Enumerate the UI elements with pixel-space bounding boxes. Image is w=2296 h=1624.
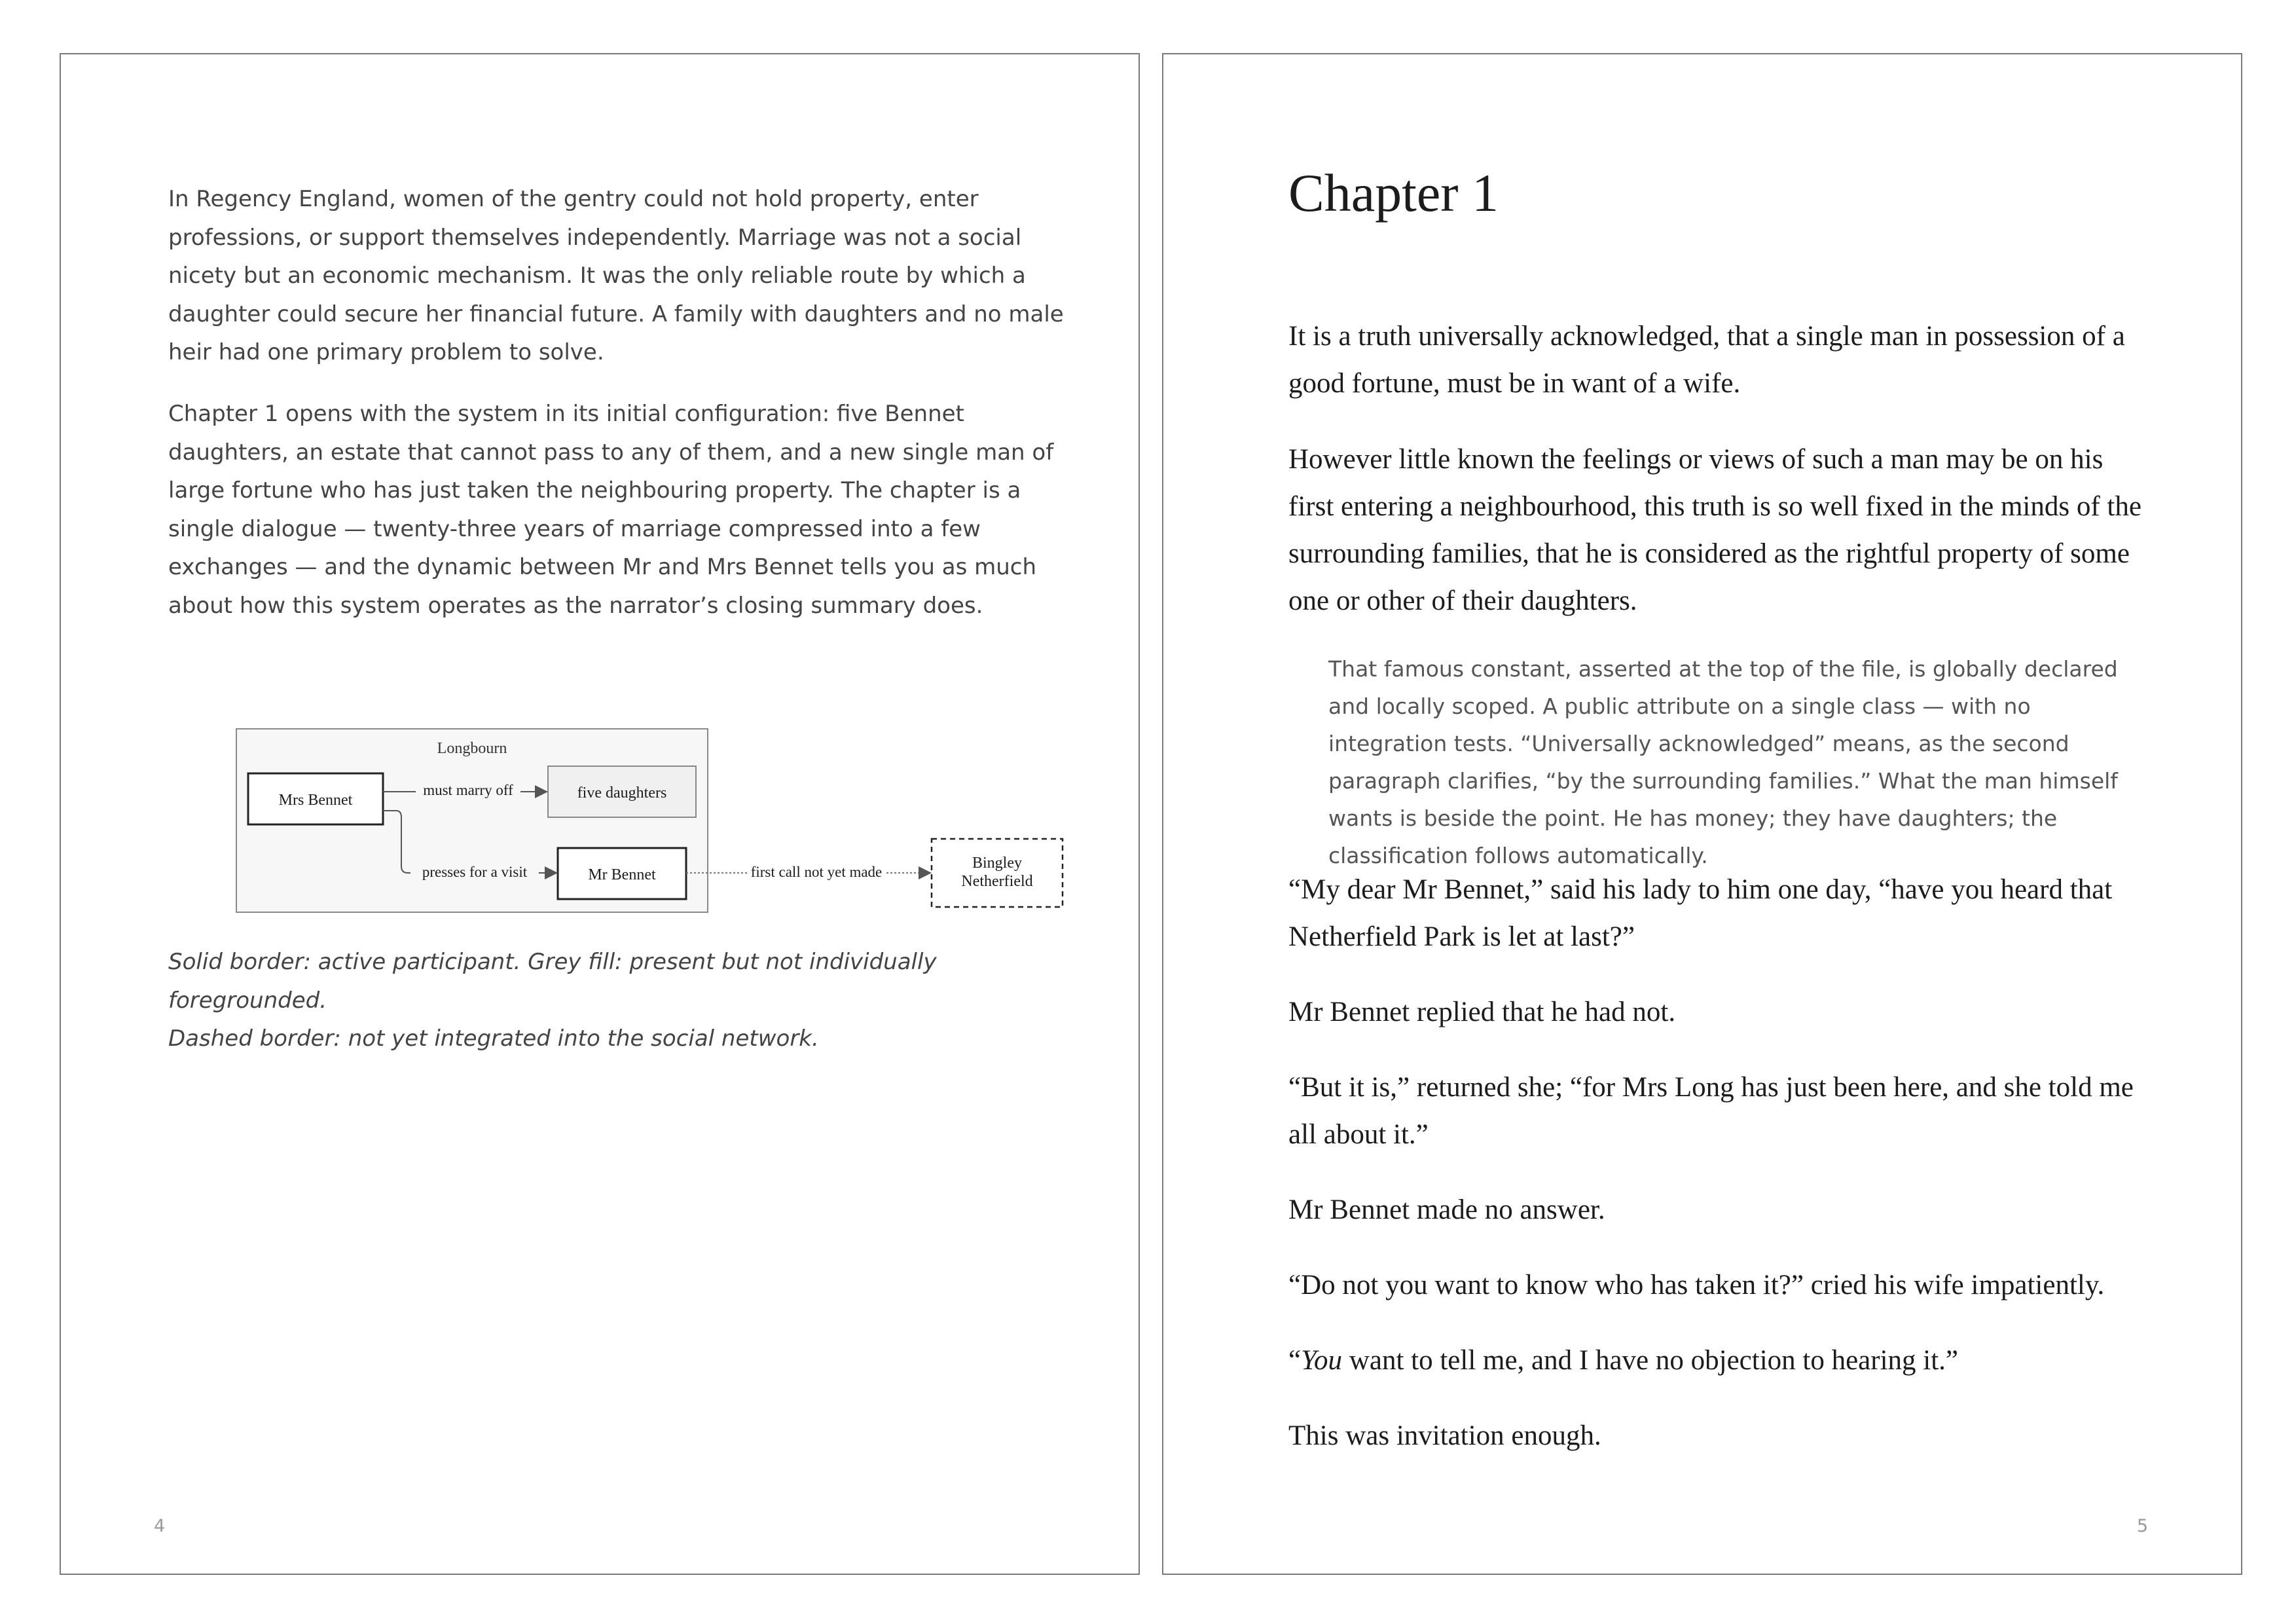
caption-line-1: Solid border: active participant. Grey fill: present but not individually foregrounded. [168, 949, 937, 1014]
right-page [1162, 53, 2242, 1575]
five-daughters-label: five daughters [577, 784, 667, 802]
paragraph-you-want [1288, 1337, 2146, 1384]
edge-label-first-call: first call not yet made [750, 864, 883, 880]
mrs-bennet-label: Mrs Bennet [278, 792, 353, 809]
diagram-caption [168, 943, 1098, 1058]
edge-label-must-marry-off: must marry off [423, 782, 513, 798]
page-number: 5 [2136, 1516, 2148, 1536]
paragraph-my-dear: “My dear Mr Bennet,” said his lady to him one day, “have you heard that Netherfield Park is let at last?” [1288, 874, 2113, 952]
paragraph-do-not-you: “Do not you want to know who has taken it?” cried his wife impatiently. [1288, 1270, 2105, 1301]
you-line-rest: want to tell me, and I have no objection to hearing it.” [1342, 1345, 1959, 1376]
bingley-label: Bingley [972, 855, 1022, 872]
chapter-title: Chapter 1 [1288, 163, 1499, 223]
paragraph-replied: Mr Bennet replied that he had not. [1288, 997, 1676, 1027]
page-number: 4 [154, 1516, 166, 1536]
paragraph-but-it-is: “But it is,” returned she; “for Mrs Long has just been here, and she told me all about it.” [1288, 1072, 2134, 1150]
longbourn-label: Longbourn [437, 740, 507, 757]
caption-line-2: Dashed border: not yet integrated into the social network. [168, 1025, 819, 1052]
paragraph-truth: It is a truth universally acknowledged, that a single man in possession of a good fortune, must be in want of a wife. [1288, 321, 2125, 399]
paragraph-neighbourhood: However little known the feelings or views of such a man may be on his first entering a neighbourhood, this truth is so well fixed in the minds of the surrounding families, that he is considered as the rightful property of some one or other of their daughters. [1288, 444, 2141, 616]
netherfield-label: Netherfield [961, 873, 1033, 890]
left-page [60, 53, 1140, 1575]
edge-label-presses-for-visit: presses for a visit [422, 864, 528, 880]
dialogue-text [1288, 866, 2146, 1460]
commentary-blockquote: That famous constant, asserted at the top of the file, is globally declared and locally scoped. A public attribute on a single class — with no integration tests. “Universally acknowledged” means, as the second paragraph clarifies, “by the surrounding families.” What the man himself wants is beside the point. He has money; they have daughters; the classification follows automatically. [1328, 656, 2118, 868]
social-network-diagram [172, 676, 1089, 938]
mr-bennet-label: Mr Bennet [588, 866, 656, 883]
intro-paragraph-1: In Regency England, women of the gentry could not hold property, enter professions, or support themselves independently. Marriage was not a social nicety but an economic mechanism. It was the only reliable route by which a daughter could secure her financial future. A family with daughters and no male heir had one primary problem to solve. [168, 186, 1064, 365]
paragraph-no-answer: Mr Bennet made no answer. [1288, 1194, 1605, 1225]
intro-paragraph-2: Chapter 1 opens with the system in its initial configuration: five Bennet daughters, an estate that cannot pass to any of them, and a new single man of large fortune who has just taken the neighbouring property. The chapter is a single dialogue — twenty-three years of marriage compressed into a few exchanges — and the dynamic between Mr and Mrs Bennet tells you as much about how this system operates as the narrator’s closing summary does. [168, 401, 1054, 619]
paragraph-invitation: This was invitation enough. [1288, 1420, 1601, 1451]
emphasis-you: You [1301, 1345, 1343, 1376]
opening-text [1288, 313, 2146, 625]
open-quote: “ [1288, 1345, 1302, 1376]
